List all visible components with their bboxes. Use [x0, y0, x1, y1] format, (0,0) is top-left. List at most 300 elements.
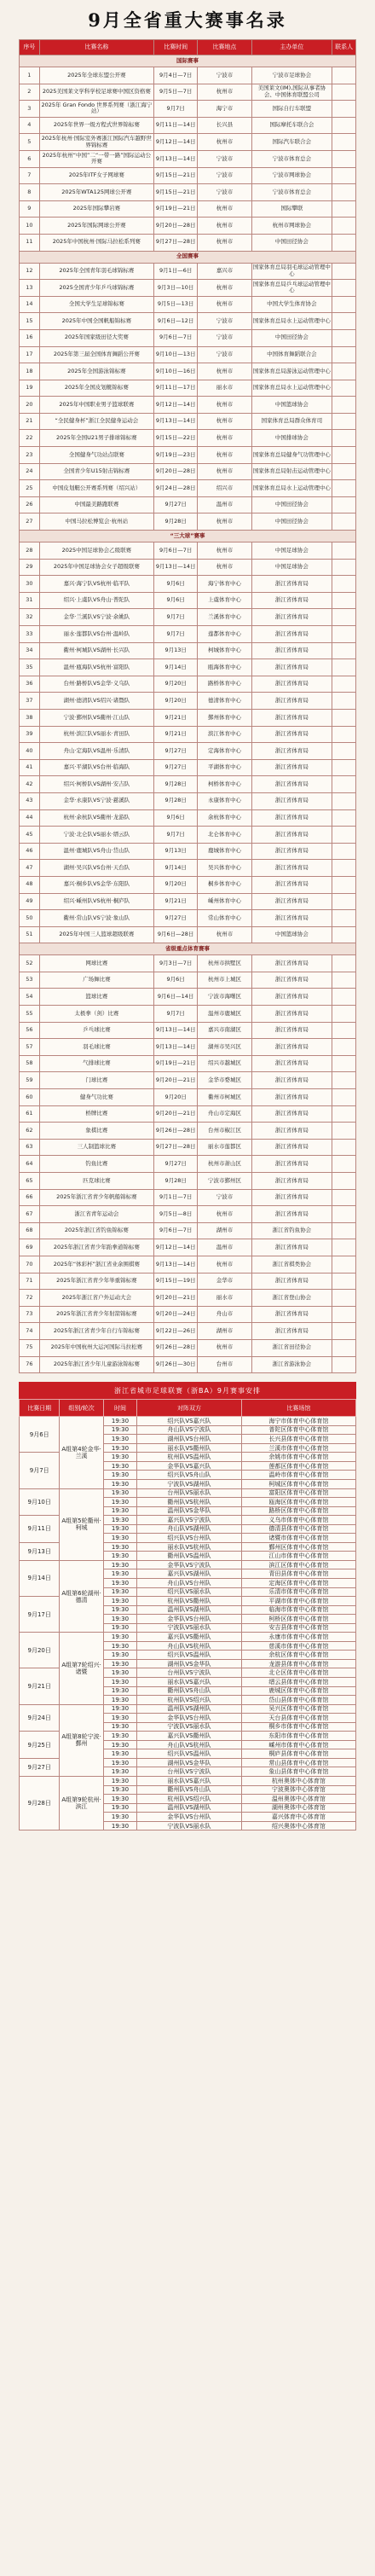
event-contact [332, 1055, 356, 1072]
league-date: 9月11日 [20, 1516, 60, 1543]
event-name: 2025年中国三人篮球超级联赛 [39, 926, 153, 943]
event-place: 杭州市拱墅区 [198, 955, 251, 972]
league-time: 19:30 [103, 1605, 137, 1615]
event-row [20, 693, 356, 710]
league-matchup: 湖州队VS金华队 [137, 1758, 241, 1767]
event-row [20, 430, 356, 447]
league-matchup: 嘉兴队VS湖州队 [137, 1569, 241, 1579]
section-row [20, 251, 356, 263]
event-organizer: 国际攀联 [251, 200, 332, 218]
league-matchup: 绍兴队VS台州队 [137, 1534, 241, 1543]
league-date: 9月17日 [20, 1597, 60, 1633]
event-organizer: 浙江省体育局 [251, 910, 332, 927]
league-venue: 永康市体育中心体育馆 [241, 1633, 355, 1642]
event-organizer: 浙江省体育局 [251, 642, 332, 659]
league-venue: 诸暨市体育中心体育馆 [241, 1534, 355, 1543]
league-time: 19:30 [103, 1704, 137, 1714]
event-row [20, 480, 356, 497]
league-time: 19:30 [103, 1795, 137, 1804]
event-contact [332, 1239, 356, 1256]
event-time: 9月28日 [154, 792, 198, 809]
event-row [20, 380, 356, 397]
event-index: 27 [20, 513, 40, 531]
event-contact [332, 150, 356, 167]
event-contact [332, 726, 356, 743]
event-organizer: 浙江省体育局 [251, 1022, 332, 1039]
event-name: 衢州·常山队VS宁波·象山队 [39, 910, 153, 927]
event-name: 2025年浙江省青少年举重锦标赛 [39, 1273, 153, 1290]
event-row [20, 184, 356, 201]
league-matchup: 温州队VS湖州队 [137, 1704, 241, 1714]
league-group: A组第5轮衢州·柯城 [60, 1488, 103, 1560]
league-matchup: 杭州队VS衢州队 [137, 1597, 241, 1606]
event-name: 绍兴·柯桥队VS湖州·安吉队 [39, 776, 153, 793]
event-index: 29 [20, 559, 40, 576]
event-name: 桥牌比赛 [39, 1105, 153, 1123]
event-name: 全国健身气功站点联赛 [39, 447, 153, 464]
event-organizer: 中国体育舞蹈联合会 [251, 346, 332, 363]
league-venue: 富阳区体育中心体育馆 [241, 1488, 355, 1498]
event-name: 2025年 Gran Fondo 世界系列赛（浙江海宁站） [39, 101, 153, 118]
event-time: 9月4日—7日 [154, 67, 198, 84]
event-row [20, 1072, 356, 1089]
event-place: 杭州市 [198, 234, 251, 251]
event-index: 68 [20, 1222, 40, 1239]
league-venue: 嘉兴体育中心体育馆 [241, 1813, 355, 1822]
event-organizer: 浙江省体育局 [251, 876, 332, 893]
event-time: 9月13日—14日 [154, 413, 198, 430]
event-time: 9月7日 [154, 609, 198, 626]
league-time: 19:30 [103, 1516, 137, 1525]
event-name: 2025年浙江省青少年射箭锦标赛 [39, 1306, 153, 1323]
event-index: 57 [20, 1039, 40, 1056]
league-venue: 德清县体育中心体育馆 [241, 1524, 355, 1534]
header-contact: 联系人 [332, 40, 356, 55]
event-contact [332, 1105, 356, 1123]
league-time: 19:30 [103, 1552, 137, 1561]
event-contact [332, 234, 356, 251]
event-place: 杭州市 [198, 363, 251, 380]
event-time: 9月20日—21日 [154, 1072, 198, 1089]
event-row [20, 313, 356, 330]
event-organizer: 国家体育总局射击运动管理中心 [251, 463, 332, 480]
event-time: 9月13日—14日 [154, 1039, 198, 1056]
event-row [20, 117, 356, 134]
league-venue: 路桥区体育中心体育馆 [241, 1506, 355, 1516]
event-organizer: 浙江省体育局 [251, 893, 332, 910]
event-place: 台州市椒江区 [198, 1123, 251, 1140]
event-name: 2025中国足球协会乙级联赛 [39, 542, 153, 560]
league-date: 9月25日 [20, 1732, 60, 1759]
event-contact [332, 1356, 356, 1373]
event-name: 2025年全国游泳锦标赛 [39, 363, 153, 380]
league-venue: 瓯海区体育中心体育馆 [241, 1498, 355, 1507]
event-contact [332, 296, 356, 313]
league-venue: 普陀区体育中心体育馆 [241, 1425, 355, 1435]
league-venue: 定海区体育中心体育馆 [241, 1578, 355, 1587]
event-contact [332, 1206, 356, 1223]
league-time: 19:30 [103, 1542, 137, 1552]
event-time: 9月28日 [154, 776, 198, 793]
event-name: 宁波·鄞州队VS衢州·江山队 [39, 709, 153, 726]
event-place: 温州市 [198, 1239, 251, 1256]
league-time: 19:30 [103, 1651, 137, 1660]
event-row [20, 1039, 356, 1056]
league-date: 9月21日 [20, 1668, 60, 1704]
event-place: 宁波市 [198, 67, 251, 84]
event-row [20, 234, 356, 251]
league-venue: 江山市体育中心体育馆 [241, 1552, 355, 1561]
event-name: 2025年世界一级方程式世界锦标赛 [39, 117, 153, 134]
event-place: 鹿城体育中心 [198, 843, 251, 860]
event-row [20, 559, 356, 576]
event-place: 杭州市 [198, 463, 251, 480]
event-time: 9月12日—14日 [154, 397, 198, 414]
event-place: 舟山市定海区 [198, 1105, 251, 1123]
event-index: 55 [20, 1006, 40, 1023]
event-index: 15 [20, 313, 40, 330]
league-matchup: 丽水队VS嘉兴队 [137, 1677, 241, 1686]
event-place: 德清体育中心 [198, 693, 251, 710]
event-time: 9月13日 [154, 843, 198, 860]
event-place: 杭州市 [198, 413, 251, 430]
event-index: 45 [20, 827, 40, 844]
league-time: 19:30 [103, 1732, 137, 1741]
event-index: 33 [20, 626, 40, 643]
event-contact [332, 955, 356, 972]
event-contact [332, 313, 356, 330]
event-row [20, 809, 356, 827]
event-time: 9月28日 [154, 1173, 198, 1190]
league-matchup: 杭州队VS温州队 [137, 1453, 241, 1462]
league-venue: 青田县体育中心体育馆 [241, 1569, 355, 1579]
event-row [20, 218, 356, 235]
event-name: 气排球比赛 [39, 1055, 153, 1072]
event-organizer: 浙江省体育局 [251, 1089, 332, 1106]
event-row [20, 955, 356, 972]
event-time: 9月13日—14日 [154, 559, 198, 576]
event-time: 9月6日 [154, 576, 198, 593]
event-organizer: 浙江省田径协会 [251, 1339, 332, 1356]
league-matchup: 丽水队VS嘉兴队 [137, 1777, 241, 1786]
event-organizer: 浙江省游泳协会 [251, 1356, 332, 1373]
league-row [20, 1633, 356, 1642]
event-index: 8 [20, 184, 40, 201]
event-row [20, 743, 356, 760]
event-organizer: 浙江省体育局 [251, 1006, 332, 1023]
event-contact [332, 67, 356, 84]
event-time: 9月27日 [154, 759, 198, 776]
event-name: 全国青少年U15射击锦标赛 [39, 463, 153, 480]
event-index: 32 [20, 609, 40, 626]
event-row [20, 329, 356, 346]
league-venue: 杭州奥体中心体育馆 [241, 1777, 355, 1786]
league-matchup: 台州队VS丽水队 [137, 1488, 241, 1498]
event-row [20, 413, 356, 430]
league-table-header [20, 1400, 356, 1417]
league-matchup: 绍兴队VS温州队 [137, 1651, 241, 1660]
league-venue: 湖州奥体中心体育馆 [241, 1803, 355, 1813]
event-index: 17 [20, 346, 40, 363]
event-place: 杭州市 [198, 430, 251, 447]
event-row [20, 1089, 356, 1106]
league-matchup: 舟山队VS杭州队 [137, 1641, 241, 1651]
event-time: 9月6日—7日 [154, 542, 198, 560]
event-row [20, 876, 356, 893]
event-organizer: 浙江省体育局 [251, 843, 332, 860]
league-matchup: 温州队VS金华队 [137, 1506, 241, 1516]
event-index: 22 [20, 430, 40, 447]
event-row [20, 1356, 356, 1373]
event-place: 丽水市莲都区 [198, 1139, 251, 1156]
event-index: 74 [20, 1323, 40, 1340]
league-table [19, 1399, 356, 1830]
event-index: 56 [20, 1022, 40, 1039]
event-index: 53 [20, 972, 40, 989]
event-row [20, 642, 356, 659]
event-time: 9月5日—8日 [154, 1206, 198, 1223]
event-row [20, 709, 356, 726]
league-venue: 临海市体育中心体育馆 [241, 1605, 355, 1615]
event-organizer: 浙江省体育局 [251, 989, 332, 1006]
event-contact [332, 1256, 356, 1273]
event-time: 9月7日 [154, 827, 198, 844]
event-time: 9月15日—19日 [154, 1273, 198, 1290]
event-time: 9月6日—14日 [154, 989, 198, 1006]
league-venue: 柯桥区体育中心体育馆 [241, 1615, 355, 1624]
event-index: 11 [20, 234, 40, 251]
event-name: 2025全国青少年乒乓球锦标赛 [39, 280, 153, 297]
league-venue: 鹿城区体育中心体育馆 [241, 1686, 355, 1696]
event-place: 嘉兴市 [198, 263, 251, 280]
event-row [20, 397, 356, 414]
league-time: 19:30 [103, 1435, 137, 1444]
event-row [20, 496, 356, 513]
league-matchup: 湖州队VS金华队 [137, 1659, 241, 1668]
event-index: 40 [20, 743, 40, 760]
league-venue: 滨江区体育中心体育馆 [241, 1560, 355, 1569]
event-organizer: 国家体育总局水上运动管理中心 [251, 380, 332, 397]
section-row [20, 531, 356, 542]
event-contact [332, 776, 356, 793]
league-venue: 莲都区体育中心体育馆 [241, 1461, 355, 1471]
event-row [20, 1173, 356, 1190]
event-place: 瓯海体育中心 [198, 659, 251, 676]
event-time: 9月21日 [154, 893, 198, 910]
event-row [20, 1256, 356, 1273]
league-group: A组第9轮杭州·滨江 [60, 1777, 103, 1830]
league-date: 9月28日 [20, 1777, 60, 1830]
event-row [20, 827, 356, 844]
event-index: 7 [20, 167, 40, 184]
event-organizer: 浙江省体育局 [251, 1055, 332, 1072]
event-name: 温州·瓯海队VS杭州·富阳队 [39, 659, 153, 676]
league-time: 19:30 [103, 1785, 137, 1795]
league-venue: 象山县体育中心体育馆 [241, 1767, 355, 1777]
league-time: 19:30 [103, 1488, 137, 1498]
league-row [20, 1560, 356, 1569]
event-time: 9月10日—13日 [154, 346, 198, 363]
event-row [20, 1306, 356, 1323]
event-contact [332, 926, 356, 943]
event-organizer: 浙江省体育局 [251, 626, 332, 643]
event-place: 杭州市 [198, 200, 251, 218]
section-title: 省级重点体育赛事 [20, 943, 356, 955]
event-organizer: 浙江省体育局 [251, 955, 332, 972]
event-name: 浙江省青年运动会 [39, 1206, 153, 1223]
event-organizer: 浙江省体育局 [251, 1273, 332, 1290]
event-index: 72 [20, 1290, 40, 1307]
league-matchup: 台州队VS宁波队 [137, 1767, 241, 1777]
league-time: 19:30 [103, 1425, 137, 1435]
event-place: 宁波市 [198, 346, 251, 363]
event-organizer: 国家体育总局水上运动管理中心 [251, 480, 332, 497]
league-matchup: 丽水队VS衢州队 [137, 1443, 241, 1453]
event-contact [332, 1072, 356, 1089]
event-time: 9月20日—21日 [154, 1105, 198, 1123]
event-index: 62 [20, 1123, 40, 1140]
event-name: 衢州·柯城队VS湖州·长兴队 [39, 642, 153, 659]
event-contact [332, 1006, 356, 1023]
event-index: 39 [20, 726, 40, 743]
event-contact [332, 167, 356, 184]
event-row [20, 626, 356, 643]
event-name: 2025年中国杭州·国际马拉松系列赛 [39, 234, 153, 251]
league-time: 19:30 [103, 1714, 137, 1723]
league-venue: 缙云县体育中心体育馆 [241, 1677, 355, 1686]
league-time: 19:30 [103, 1443, 137, 1453]
event-name: 绍兴·嵊州队VS杭州·桐庐队 [39, 893, 153, 910]
league-group: A组第7轮绍兴·诸暨 [60, 1633, 103, 1704]
league-time: 19:30 [103, 1641, 137, 1651]
event-organizer: 中国田径协会 [251, 234, 332, 251]
event-organizer: 中国足球协会 [251, 542, 332, 560]
event-index: 44 [20, 809, 40, 827]
header-time: 比赛时间 [154, 40, 198, 55]
event-organizer: 国家体育总局健身气功管理中心 [251, 447, 332, 464]
event-contact [332, 1273, 356, 1290]
event-time: 9月1日—6日 [154, 263, 198, 280]
event-time: 9月19日—21日 [154, 1055, 198, 1072]
event-place: 上虞体育中心 [198, 592, 251, 609]
event-contact [332, 626, 356, 643]
event-organizer: 浙江省体育局 [251, 759, 332, 776]
event-row [20, 972, 356, 989]
section-title: “三大球”赛事 [20, 531, 356, 542]
event-time: 9月20日—24日 [154, 1306, 198, 1323]
league-matchup: 衢州队VS舟山队 [137, 1785, 241, 1795]
league-row [20, 1704, 356, 1714]
event-time: 9月22日—26日 [154, 1323, 198, 1340]
event-row [20, 150, 356, 167]
event-contact [332, 263, 356, 280]
event-organizer: 美国莱文(IM),国际从事者协会、中国体育联盟公司 [251, 84, 332, 101]
event-index: 25 [20, 480, 40, 497]
league-heading: 浙江省城市足球联赛（浙BA）9月赛事安排 [19, 1382, 356, 1399]
event-index: 58 [20, 1055, 40, 1072]
event-name: 2025年浙江省青少年自行车锦标赛 [39, 1323, 153, 1340]
event-row [20, 463, 356, 480]
event-contact [332, 910, 356, 927]
event-row [20, 926, 356, 943]
league-matchup: 金华队VS台州队 [137, 1813, 241, 1822]
event-name: 2025年国际攀岩赛 [39, 200, 153, 218]
event-row [20, 726, 356, 743]
event-contact [332, 709, 356, 726]
league-matchup: 绍兴队VS温州队 [137, 1749, 241, 1759]
event-place: 宁波市 [198, 167, 251, 184]
league-venue: 义乌市体育中心体育馆 [241, 1516, 355, 1525]
event-index: 46 [20, 843, 40, 860]
league-group: A组第4轮金华·兰溪 [60, 1417, 103, 1488]
league-group: A组第8轮宁波·鄞州 [60, 1704, 103, 1776]
event-contact [332, 843, 356, 860]
event-contact [332, 117, 356, 134]
event-place: 北仑体育中心 [198, 827, 251, 844]
event-contact [332, 809, 356, 827]
event-organizer: 浙江省登山协会 [251, 1290, 332, 1307]
event-name: 中国最美路跑联赛 [39, 496, 153, 513]
event-place: 杭州市 [198, 296, 251, 313]
event-organizer: 浙江省体育局 [251, 809, 332, 827]
event-name: 2025年浙江省户外运动大会 [39, 1290, 153, 1307]
event-row [20, 447, 356, 464]
league-matchup: 宁波队VS丽水队 [137, 1722, 241, 1732]
league-time: 19:30 [103, 1722, 137, 1732]
league-time: 19:30 [103, 1506, 137, 1516]
event-contact [332, 1022, 356, 1039]
event-organizer: 浙江省体育局 [251, 1173, 332, 1190]
event-index: 63 [20, 1139, 40, 1156]
event-name: 2025年全球东盟公开赛 [39, 67, 153, 84]
league-matchup: 舟山队VS湖州队 [137, 1524, 241, 1534]
event-row [20, 676, 356, 693]
event-time: 9月27日 [154, 1156, 198, 1173]
event-contact [332, 413, 356, 430]
event-index: 19 [20, 380, 40, 397]
event-contact [332, 576, 356, 593]
event-name: 2025年国家级田径大奖赛 [39, 329, 153, 346]
event-name: 2025年中国足球协会女子超级联赛 [39, 559, 153, 576]
event-index: 65 [20, 1173, 40, 1190]
event-name: 2025年全国U21男子排球锦标赛 [39, 430, 153, 447]
event-contact [332, 101, 356, 118]
event-row [20, 576, 356, 593]
league-matchup: 杭州队VS绍兴队 [137, 1696, 241, 1705]
event-index: 9 [20, 200, 40, 218]
event-time: 9月20日 [154, 676, 198, 693]
event-contact [332, 1123, 356, 1140]
events-table-header [20, 40, 356, 55]
event-time: 9月11日—17日 [154, 380, 198, 397]
league-row [20, 1417, 356, 1426]
event-organizer: 浙江省体育局 [251, 1072, 332, 1089]
event-row [20, 263, 356, 280]
event-contact [332, 792, 356, 809]
event-contact [332, 609, 356, 626]
league-date: 9月24日 [20, 1704, 60, 1732]
event-organizer: 宁波市网球协会 [251, 167, 332, 184]
event-place: 杭州市 [198, 1339, 251, 1356]
league-venue: 龙游县体育中心体育馆 [241, 1659, 355, 1668]
event-name: 2025年杭州“中国”二“一带一路”国际运动公开赛 [39, 150, 153, 167]
event-organizer: 国际摩托车联合会 [251, 117, 332, 134]
league-time: 19:30 [103, 1578, 137, 1587]
league-header-time: 时间 [103, 1400, 137, 1417]
event-name: 钓鱼比赛 [39, 1156, 153, 1173]
event-place: 杭州市 [198, 513, 251, 531]
event-row [20, 363, 356, 380]
